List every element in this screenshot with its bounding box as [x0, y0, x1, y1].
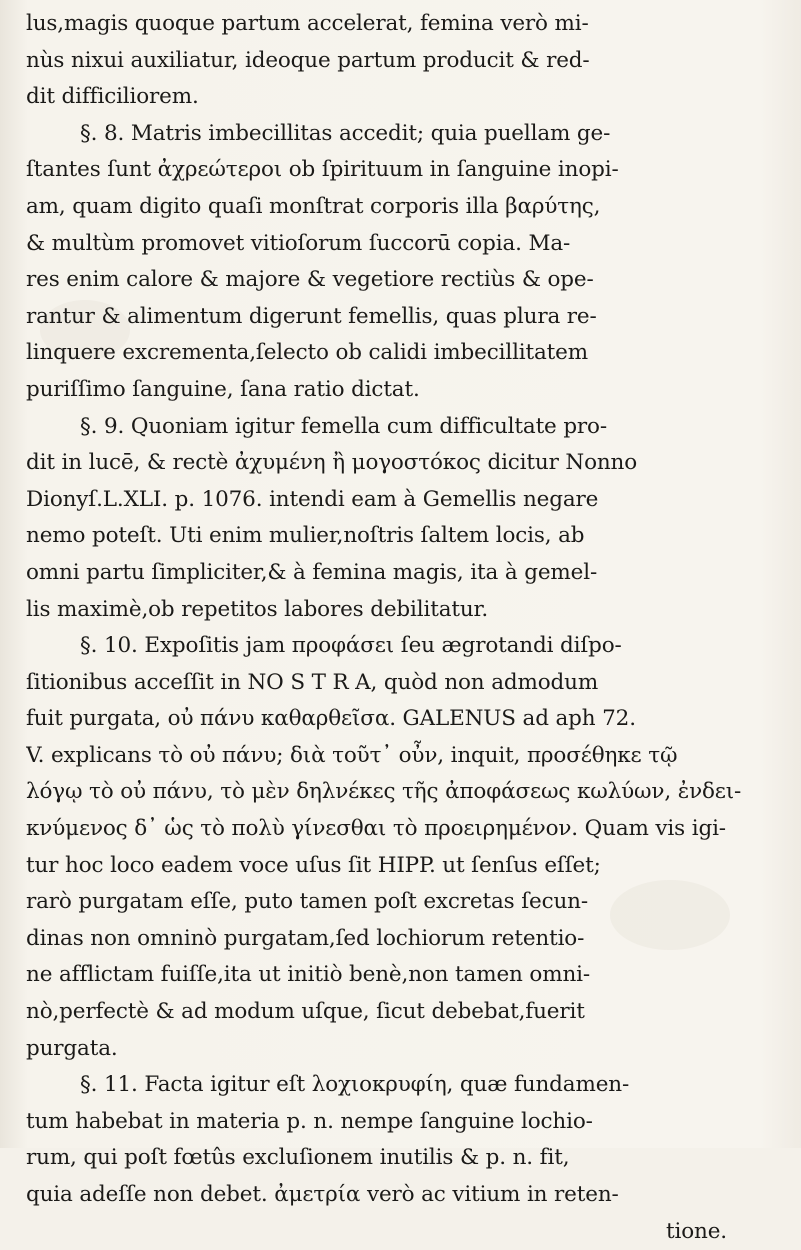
- text-line: fuit purgata, οὐ πάνυ καθαρθεῖσα. GALENUS ad aph 72.: [26, 706, 636, 732]
- text-line: rantur & alimentum digerunt femellis, quas plura re-: [26, 303, 597, 329]
- text-line: rum, qui poſt fœtûs excluſionem inutilis & p. n. fit,: [26, 1145, 570, 1171]
- page-text: [26, 6, 786, 1250]
- text-line: V. explicans τὸ οὐ πάνυ; διὰ τοῦτ᾽ οὖν, inquit, προσέθηκε τῷ: [26, 742, 678, 768]
- text-line: puriſſimo ſanguine, ſana ratio dictat.: [26, 376, 420, 402]
- text-line: lus,magis quoque partum accelerat, femina verò mi-: [26, 11, 589, 36]
- text-line: nò,perfectè & ad modum uſque, ſicut debebat,fuerit: [26, 999, 585, 1025]
- text-line: lis maximè,ob repetitos labores debilitatur.: [26, 596, 489, 622]
- text-line: quia adeſſe non debet. ἀμετρία verò ac vitium in reten-: [26, 1182, 619, 1207]
- section-heading-line: §. 11. Facta igitur eſt λοχιοκρυφίη, quæ fundamen-: [80, 1072, 630, 1098]
- text-line: tum habebat in materia p. n. nempe ſanguine lochio-: [26, 1108, 593, 1134]
- section-heading-line: §. 9. Quoniam igitur femella cum difficultate pro-: [80, 413, 607, 439]
- text-line: rarò purgatam eſſe, puto tamen poſt excretas ſecun-: [26, 889, 588, 915]
- text-line: dit in lucē, & rectè ἀχυμένη ἢ μογοστόκος dicitur Nonno: [26, 450, 638, 476]
- text-line: κνύμενος δ᾽ ὡς τὸ πολὺ γίνεσθαι τὸ προειρημένον. Quam vis igi-: [26, 816, 726, 842]
- text-line: ſitionibus acceſſit in NO S T R A, quòd non admodum: [26, 669, 599, 695]
- text-line: Dionyſ.L.XLI. p. 1076. intendi eam à Gemellis negare: [26, 486, 599, 512]
- section-heading-line: §. 10. Expoſitis jam προφάσει ſeu ægrotandi diſpo-: [80, 633, 622, 659]
- text-line: ſtantes ſunt ἀχρεώτεροι ob ſpirituum in ſanguine inopi-: [26, 157, 619, 183]
- text-line: purgata.: [26, 1035, 118, 1061]
- text-line-final: tione.: [666, 1218, 727, 1244]
- text-line: am, quam digito quaſi monſtrat corporis illa βαρύτης,: [26, 193, 601, 219]
- section-heading-line: §. 8. Matris imbecillitas accedit; quia puellam ge-: [80, 120, 611, 146]
- text-line: nùs nixui auxiliatur, ideoque partum producit & red-: [26, 47, 590, 73]
- text-line: λόγῳ τὸ οὐ πάνυ, τὸ μὲν δηλνέκες τῆς ἀποφάσεως κωλύων, ἐνδει-: [26, 779, 742, 805]
- text-line: res enim calore & majore & vegetiore rectiùs & ope-: [26, 267, 594, 293]
- text-line: omni partu ſimpliciter,& à femina magis, ita à gemel-: [26, 559, 598, 585]
- text-line: tur hoc loco eadem voce uſus ſit HIPP. ut ſenſus eſſet;: [26, 852, 601, 878]
- text-line: dit difficiliorem.: [26, 84, 199, 110]
- text-line: linquere excrementa,ſelecto ob calidi imbecillitatem: [26, 340, 588, 366]
- text-line: ne afflictam fuiſſe,ita ut initiò benè,non tamen omni-: [26, 962, 590, 988]
- text-line: nemo poteſt. Uti enim mulier,noſtris ſaltem locis, ab: [26, 523, 585, 549]
- text-line: dinas non omninò purgatam,ſed lochiorum retentio-: [26, 925, 585, 951]
- text-line: & multùm promovet vitioſorum ſuccorū copia. Ma-: [26, 230, 571, 256]
